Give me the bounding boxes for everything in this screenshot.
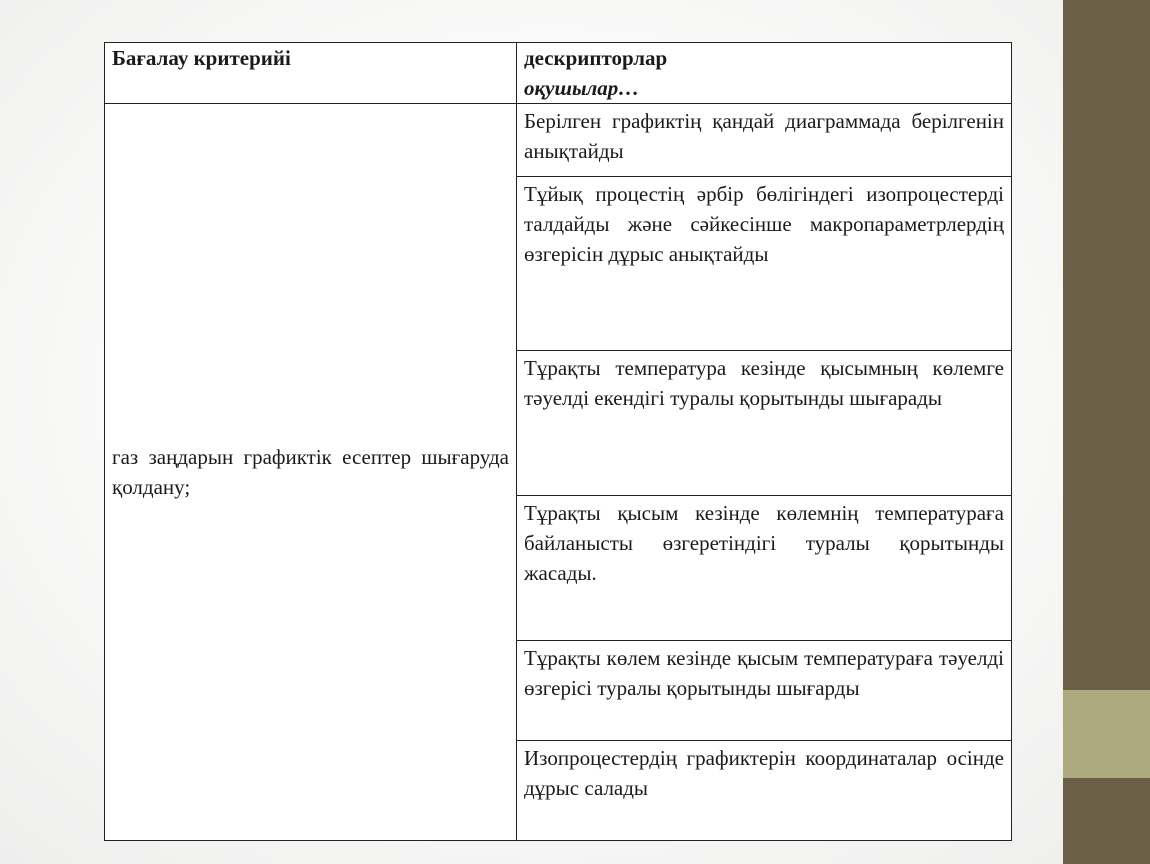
descriptor-cell: Тұрақты көлем кезінде қысым температураға тәуелді өзгерісі туралы қорытынды шығарды bbox=[517, 641, 1012, 741]
descriptor-cell: Изопроцестердің графиктерін координаталар осінде дұрыс салады bbox=[517, 741, 1012, 841]
criterion-cell: газ заңдарын графиктік есептер шығаруда қолдану; bbox=[105, 104, 517, 841]
descriptors-header-sub: оқушылар… bbox=[524, 76, 640, 100]
header-row bbox=[105, 43, 1012, 104]
descriptor-cell: Тұйық процестің әрбір бөлігіндегі изопроцестерді талдайды және сәйкесінше макропараметрлердің өзгерісін дұрыс анықтайды bbox=[517, 177, 1012, 351]
descriptors-header bbox=[517, 43, 1012, 104]
assessment-table bbox=[104, 42, 1012, 841]
table-row bbox=[105, 104, 1012, 177]
descriptors-header-label: дескрипторлар bbox=[524, 46, 668, 70]
side-decor-accent bbox=[1063, 690, 1150, 778]
descriptor-cell: Тұрақты температура кезінде қысымның көлемге тәуелді екендігі туралы қорытынды шығарады bbox=[517, 351, 1012, 496]
criterion-header-label: Бағалау критерийі bbox=[112, 46, 291, 70]
descriptor-cell: Тұрақты қысым кезінде көлемнің температураға байланысты өзгеретіндігі туралы қорытынды жасады. bbox=[517, 496, 1012, 641]
descriptor-cell: Берілген графиктің қандай диаграммада берілгенін анықтайды bbox=[517, 104, 1012, 177]
criterion-header bbox=[105, 43, 517, 104]
